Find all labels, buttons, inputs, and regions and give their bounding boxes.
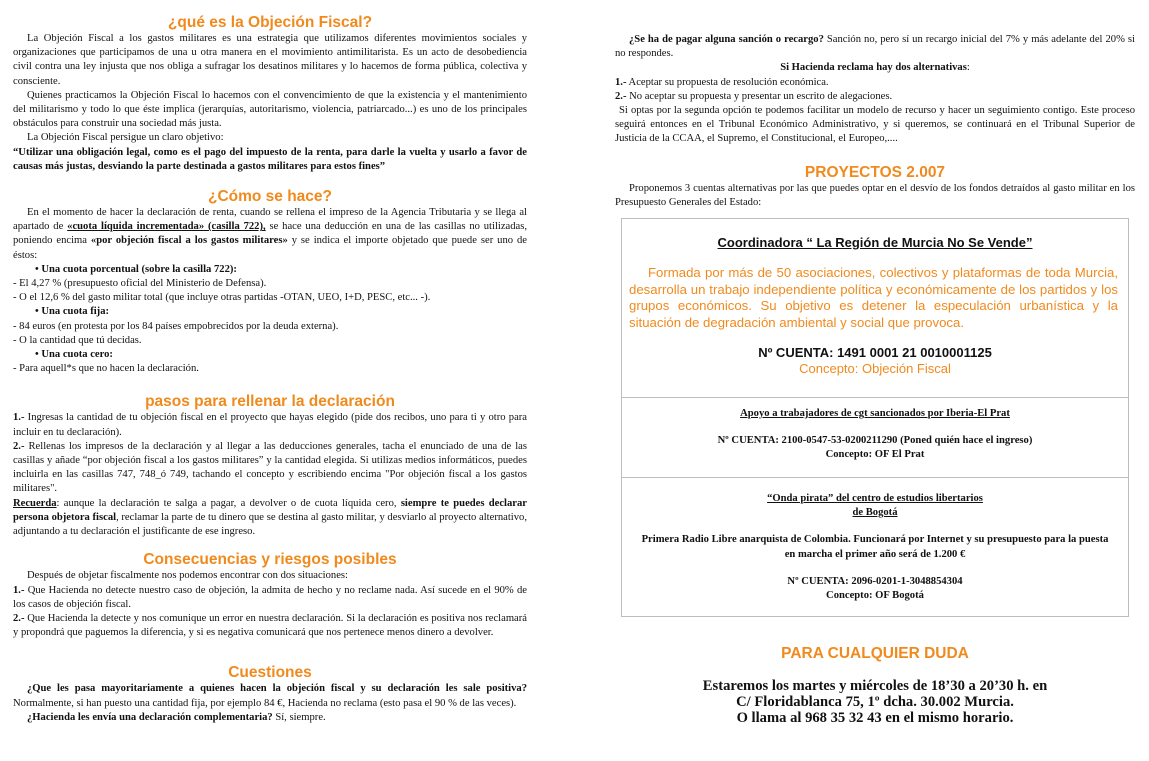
project-bogota-account: Nº CUENTA: 2096-0201-1-3048854304 xyxy=(787,575,963,587)
project-murcia-account: Nº CUENTA: 1491 0001 21 0010001125 xyxy=(758,345,992,360)
project-murcia-desc: Formada por más de 50 asociaciones, colectivos y plataformas de toda Murcia, desarrolla un trabajo independiente política y económicamente de los partidos y los grupos económicos. Su objetivo es detener la especulación urbanística y la situación de degradación ambiental y social que provoca. xyxy=(629,265,1118,330)
what-is-p3: La Objeción Fiscal persigue un claro objetivo: xyxy=(27,132,224,144)
projects-intro: Proponemos 3 cuentas alternativas por las que puedes optar en el desvío de los fondos detraídos al gasto militar en los Presupuesto Generales del Estado: xyxy=(615,182,1135,208)
option-zero: • Una cuota cero: xyxy=(35,349,113,361)
how-heading: ¿Cómo se hace? xyxy=(207,188,333,206)
contact-phone: O llama al 968 35 32 43 en el mismo horario. xyxy=(736,710,1014,726)
project-elprat-account: Nº CUENTA: 2100-0547-53-0200211290 (Poned quién hace el ingreso) xyxy=(717,435,1033,447)
option-line: - O la cantidad que tú decidas. xyxy=(13,334,142,346)
project-bogota-concept: Concepto: OF Bogotá xyxy=(826,590,924,602)
sanction-question: ¿Se ha de pagar alguna sanción o recargo? Sanción no, pero sí un recargo inicial del 7% y más adelante del 20% si no respondes. xyxy=(615,34,1135,60)
right-column xyxy=(615,0,1135,210)
questions-heading: Cuestiones xyxy=(228,664,312,682)
question-2: ¿Hacienda les envía una declaración complementaria? Sí, siempre. xyxy=(27,711,326,723)
project-bogota-box xyxy=(621,477,1129,617)
contact-section xyxy=(621,645,1129,726)
project-elprat-box xyxy=(621,397,1129,478)
what-is-heading: ¿qué es la Objeción Fiscal? xyxy=(167,14,373,31)
project-murcia-concept: Concepto: Objeción Fiscal xyxy=(799,361,951,376)
alternative-2: 2.- No aceptar su propuesta y presentar un escrito de alegaciones. xyxy=(615,90,893,102)
consequences-heading: Consecuencias y riesgos posibles xyxy=(143,551,397,569)
option-line: - 84 euros (en protesta por los 84 países empobrecidos por la deuda externa). xyxy=(13,320,339,332)
what-is-p1: La Objeción Fiscal a los gastos militares es una estrategia que utilizamos diferentes movimientos sociales y organizaciones que participamos de una u otra manera en el movimiento antimilitarista. Es un acto de desobediencia civil contra una ley injusta que nos obliga a sufragar los desatinos militares y lo hacemos de forma pública, colectiva y consciente. xyxy=(13,33,527,87)
reminder: Recuerda: aunque la declaración te salga a pagar, a devolver o de cuota líquida cero, siempre te puedes declarar persona objetora fiscal, reclamar la parte de tu dinero que se destina al gasto militar, y desviarlo al proyecto alternativo, adjuntando a tu declaración el justificante de ese ingreso. xyxy=(13,497,527,538)
project-murcia-title: Coordinadora “ La Región de Murcia No Se Vende” xyxy=(717,235,1033,250)
option-percentage: • Una cuota porcentual (sobre la casilla 722): xyxy=(35,263,237,275)
objective-quote: “Utilizar una obligación legal, como es el pago del impuesto de la renta, para darle la vuelta y usarlo a favor de causas más justas, desviando la parte destinada a gastos militares para estos fines” xyxy=(13,146,527,172)
step-2: 2.- Rellenas los impresos de la declaración y al llegar a las deducciones generales, tacha el enunciado de una de las casillas y añade “por objeción fiscal a los gastos militares” y la cantidad elegida. Si utilizas medios informáticos, puedes incluirla en las casillas 747, 748_ó 749, tachando el concepto y escribiendo encima "Por objeción fiscal a los gastos militares". xyxy=(13,440,527,495)
option-line: - El 4,27 % (presupuesto oficial del Ministerio de Defensa). xyxy=(13,278,267,290)
project-bogota-title: “Onda pirata” del centro de estudios libertarios xyxy=(767,493,983,504)
option-line: - O el 12,6 % del gasto militar total (que incluye otras partidas -OTAN, UEO, I+D, PESC, etc... -). xyxy=(13,292,431,304)
consequence-2: 2.- Que Hacienda la detecte y nos comunique un error en nuestra declaración. Si la declaración es positiva nos reclamará y propondrá que paguemos la diferencia, y si es negativa comunicará que nos pertenece menos dinero a devolver. xyxy=(13,612,527,639)
how-paragraph: En el momento de hacer la declaración de renta, cuando se rellena el impreso de la Agencia Tributaria y se llega al apartado de «cuota líquida incrementada» (casilla 722), se hace una deducción en una de las casillas no utilizadas, poniendo encima «por objeción fiscal a los gastos militares» y se indica el importe objetado que puede ser uno de éstos: xyxy=(13,207,528,261)
question-1: ¿Que les pasa mayoritariamente a quienes hacen la objeción fiscal y su declaración les sale positiva? Normalmente, si han puesto una cantidad fija, por ejemplo 84 €, Hacienda no reclama (esto pasa el 90 % de las veces). xyxy=(13,683,527,709)
consequence-1: 1.- Que Hacienda no detecte nuestro caso de objeción, la admita de hecho y no reclame nada. Así sucede en el 90% de los casos de objeción fiscal. xyxy=(13,584,527,610)
contact-hours: Estaremos los martes y miércoles de 18’30 a 20’30 h. en xyxy=(702,678,1048,694)
project-elprat-concept: Concepto: OF El Prat xyxy=(825,449,925,461)
steps-heading: pasos para rellenar la declaración xyxy=(145,393,395,411)
alternatives-heading: Si Hacienda reclama hay dos alternativas: xyxy=(780,62,970,74)
contact-address: C/ Floridablanca 75, 1º dcha. 30.002 Murcia. xyxy=(736,694,1014,710)
project-bogota-title-2: de Bogotá xyxy=(852,507,898,519)
consequences-intro: Después de objetar fiscalmente nos podemos encontrar con dos situaciones: xyxy=(27,570,348,582)
alternative-1: 1.- Aceptar su propuesta de resolución económica. xyxy=(615,76,829,88)
step-1: 1.- Ingresas la cantidad de tu objeción fiscal en el proyecto que hayas elegido (pide dos recibos, uno para ti y otro para incluir en tu declaración). xyxy=(13,412,527,438)
project-elprat-title: Apoyo a trabajadores de cgt sancionados por Iberia-El Prat xyxy=(740,408,1010,419)
option-fixed: • Una cuota fija: xyxy=(35,306,110,318)
project-murcia-box xyxy=(621,218,1129,398)
contact-heading: PARA CUALQUIER DUDA xyxy=(781,645,969,662)
left-column xyxy=(13,0,527,725)
option-line: - Para aquell*s que no hacen la declaración. xyxy=(13,363,199,375)
project-bogota-desc: Primera Radio Libre anarquista de Colombia. Funcionará por Internet y su presupuesto para la puesta en marcha el primer año será de 1.200 € xyxy=(641,534,1109,560)
projects-heading: PROYECTOS 2.007 xyxy=(804,163,946,181)
appeal-paragraph: Si optas por la segunda opción te podemos facilitar un modelo de recurso y hacer un seguimiento contigo. Este proceso seguirá entonces en el Tribunal Económico Administrativo, y si queremos, se continuará en el Tribunal Superior de Justicia de la CCAA, el Supremo, el Constitucional, el Europeo,.... xyxy=(615,105,1135,145)
what-is-p2: Quienes practicamos la Objeción Fiscal lo hacemos con el convencimiento de que la existencia y el mantenimiento del militarismo y todo lo que éste implica (jerarquías, autoritarismo, violencia, patriarcado...) es uno de los principales obstáculos para construir una sociedad más justa. xyxy=(13,89,527,130)
